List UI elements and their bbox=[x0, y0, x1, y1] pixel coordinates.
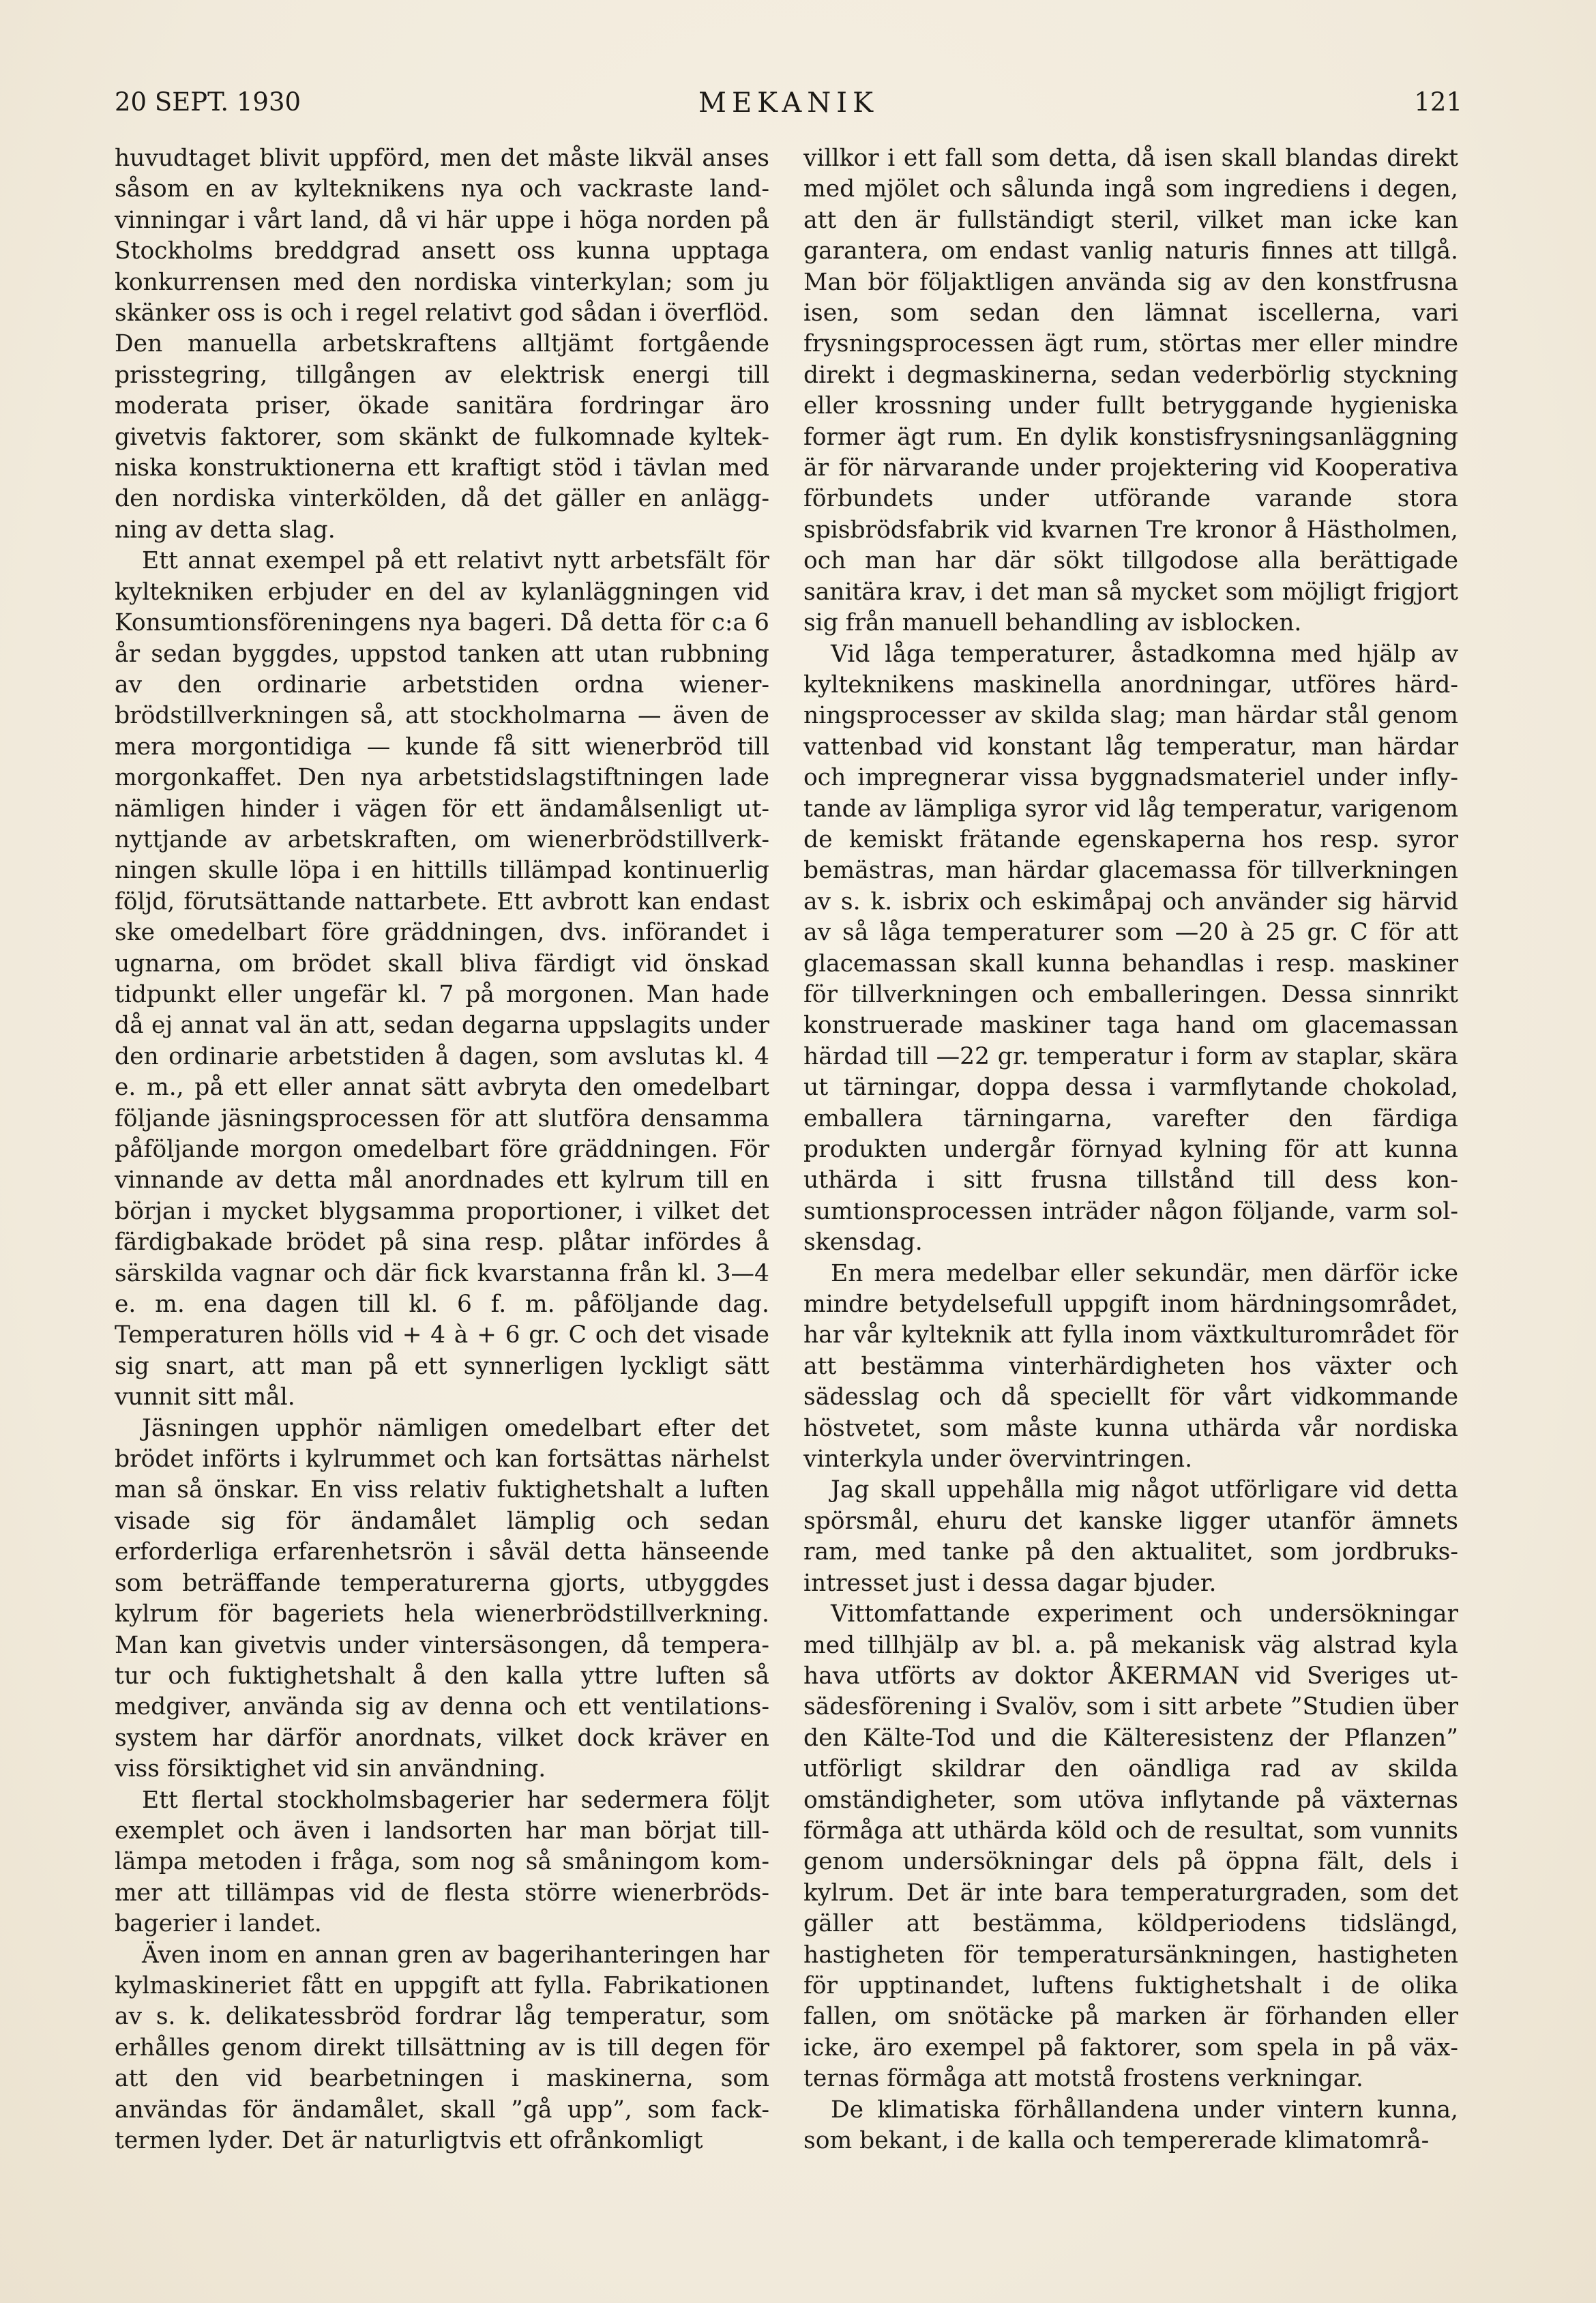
paragraph: Ett annat exempel på ett relativt nytt arbetsfält för kyltekniken erbjuder en del av kylanläggningen vid Konsumtionsföreningens nya bageri. Då detta för c:a 6 år sedan byggdes, uppstod tanken att utan rubbning av den ordinarie arbetstiden ordna wienerbrödstillverkningen så, att stockholmarna — även de mera morgontidiga — kunde få sitt wienerbröd till morgonkaffet. Den nya arbetstidslagstiftningen lade nämligen hinder i vägen för ett ändamålsenligt utnyttjande av arbetskraften, om wienerbrödstillverkningen skulle löpa i en hittills tillämpad kontinuerlig följd, förutsättande nattarbete. Ett avbrott kan endast ske omedelbart före gräddningen, dvs. införandet i ugnarna, om brödet skall bliva färdigt vid önskad tidpunkt eller ungefär kl. 7 på morgonen. Man hade då ej annat val än att, sedan degarna uppslagits under den ordinarie arbetstiden å dagen, som avslutas kl. 4 e. m., på ett eller annat sätt avbryta den omedelbart följande jäsningsprocessen för att slutföra densamma påföljande morgon omedelbart före gräddningen. För vinnande av detta mål anordnades ett kylrum till en början i mycket blygsamma proportioner, i vilket det färdigbakade brödet på sina resp. plåtar infördes å särskilda vagnar och där fick kvarstanna från kl. 3—4 e. m. ena dagen till kl. 6 f. m. påföljande dag. Temperaturen hölls vid + 4 à + 6 gr. C och det visade sig snart, att man på ett synnerligen lyckligt sätt vunnit sitt mål. bbox=[115, 547, 769, 1411]
paragraph: Jäsningen upphör nämligen omedelbart efter det brödet införts i kylrummet och kan fortsättas närhelst man så önskar. En viss relativ fuktighetshalt a luften visade sig för ändamålet lämplig och sedan erforderliga erfarenhetsrön i såväl detta hänseende som beträffande temperaturerna gjorts, utbyggdes kylrum för bageriets hela wienerbrödstillverkning. Man kan givetvis under vintersäsongen, då temperatur och fuktighetshalt å den kalla yttre luften så medgiver, använda sig av denna och ett ventilationssystem har därför anordnats, vilket dock kräver en viss försiktighet vid sin användning. bbox=[115, 1414, 769, 1783]
page-number: 121 bbox=[1414, 87, 1462, 117]
page-header bbox=[115, 87, 1462, 128]
left-column bbox=[115, 143, 769, 2156]
paragraph: villkor i ett fall som detta, då isen skall blandas direkt med mjölet och sålunda ingå som ingrediens i degen, att den är fullständigt steril, vilket man icke kan garantera, om endast vanlig naturis finnes att tillgå. Man bör följaktligen använda sig av den konstfrusna isen, som sedan den lämnat iscellerna, vari frysningsprocessen ägt rum, störtas mer eller mindre direkt i degmaskinerna, sedan vederbörlig styckning eller krossning under fullt betryggande hygieniska former ägt rum. En dylik konstisfrysningsanläggning är för närvarande under projektering vid Kooperativa förbundets under utförande varande stora spisbrödsfabrik vid kvarnen Tre kronor å Hästholmen, och man har där sökt tillgodose alla berättigade sanitära krav, i det man så mycket som möjligt frigjort sig från manuell behandling av isblocken. bbox=[803, 145, 1458, 637]
paragraph: Även inom en annan gren av bagerihanteringen har kylmaskineriet fått en uppgift att fylla. Fabrikationen av s. k. delikatessbröd fordrar låg temperatur, som erhålles genom direkt tillsättning av is till degen för att den vid bearbetningen i maskinerna, som användas för ändamålet, skall ”gå upp”, som facktermen lyder. Det är naturligtvis ett ofrånkomligt bbox=[115, 1941, 769, 2154]
paragraph: huvudtaget blivit uppförd, men det måste likväl anses såsom en av kylteknikens nya och vackraste landvinningar i vårt land, då vi här uppe i höga norden på Stockholms breddgrad ansett oss kunna upptaga konkurrensen med den nordiska vinterkylan; som ju skänker oss is och i regel relativt god sådan i överflöd. Den manuella arbetskraftens alltjämt fortgående prisstegring, tillgången av elektrisk energi till moderata priser, ökade sanitära fordringar äro givetvis faktorer, som skänkt de fulkomnade kyltekniska konstruktionerna ett kraftigt stöd i tävlan med den nordiska vinterkölden, då det gäller en anläggning av detta slag. bbox=[115, 145, 769, 544]
paragraph: En mera medelbar eller sekundär, men därför icke mindre betydelsefull uppgift inom härdningsområdet, har vår kylteknik att fylla inom växtkulturområdet för att bestämma vinterhärdigheten hos växter och sädesslag och då speciellt för vårt vidkommande höstvetet, som måste kunna uthärda vår nordiska vinterkyla under övervintringen. bbox=[803, 1259, 1458, 1473]
paragraph: Ett flertal stockholmsbagerier har sedermera följt exemplet och även i landsorten har man börjat tilllämpa metoden i fråga, som nog så småningom kommer att tillämpas vid de flesta större wienerbrödsbagerier i landet. bbox=[115, 1786, 769, 1938]
issue-date: 20 SEPT. 1930 bbox=[115, 87, 301, 117]
paragraph: Vid låga temperaturer, åstadkomna med hjälp av kylteknikens maskinella anordningar, utföres härdningsprocesser av skilda slag; man härdar stål genom vattenbad vid konstant låg temperatur, man härdar och impregnerar vissa byggnadsmateriel under inflytande av lämpliga syror vid låg temperatur, varigenom de kemiskt frätande egenskaperna hos resp. syror bemästras, man härdar glacemassa för tillverkningen av s. k. isbrix och eskimåpaj och använder sig härvid av så låga temperaturer som —20 à 25 gr. C för att glacemassan skall kunna behandlas i resp. maskiner för tillverkningen och emballeringen. Dessa sinnrikt konstruerade maskiner taga hand om glacemassan härdad till —22 gr. temperatur i form av staplar, skära ut tärningar, doppa dessa i varmflytande chokolad, emballera tärningarna, varefter den färdiga produkten undergår förnyad kylning för att kunna uthärda i sitt frusna tillstånd till dess konsumtionsprocessen inträder någon följande, varm solskensdag. bbox=[803, 640, 1458, 1257]
journal-title: MEKANIK bbox=[698, 87, 878, 119]
paragraph: Jag skall uppehålla mig något utförligare vid detta spörsmål, ehuru det kanske ligger utanför ämnets ram, med tanke på den aktualitet, som jordbruksintresset just i dessa dagar bjuder. bbox=[803, 1476, 1458, 1597]
paragraph: De klimatiska förhållandena under vintern kunna, som bekant, i de kalla och tempererade klimatområ- bbox=[803, 2096, 1458, 2154]
right-column bbox=[803, 143, 1458, 2156]
paragraph: Vittomfattande experiment och undersökningar med tillhjälp av bl. a. på mekanisk väg alstrad kyla hava utförts av doktor ÅKERMAN vid Sveriges utsädesförening i Svalöv, som i sitt arbete ”Studien über den Kälte-Tod und die Kälteresistenz der Pflanzen” utförligt skildrar den oändliga rad av skilda omständigheter, som utöva inflytande på växternas förmåga att uthärda köld och de resultat, som vunnits genom undersökningar dels på öppna fält, dels i kylrum. Det är inte bara temperaturgraden, som det gäller att bestämma, köldperiodens tidslängd, hastigheten för temperatursänkningen, hastigheten för upptinandet, luftens fuktighetshalt i de olika fallen, om snötäcke på marken är förhanden eller icke, äro exempel på faktorer, som spela in på växternas förmåga att motstå frostens verkningar. bbox=[803, 1600, 1458, 2093]
